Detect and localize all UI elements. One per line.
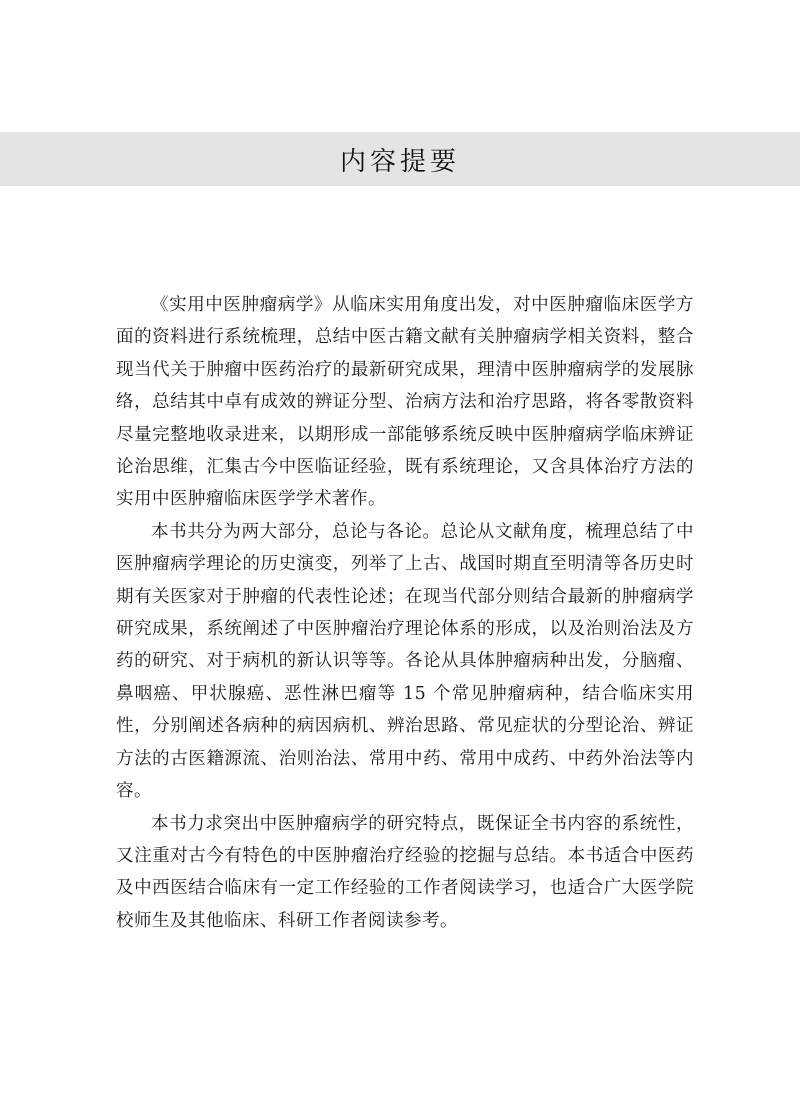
paragraph-intro: 《实用中医肿瘤病学》从临床实用角度出发，对中医肿瘤临床医学方面的资料进行系统梳理，总结中医古籍文献有关肿瘤病学相关资料，整合现当代关于肿瘤中医药治疗的最新研究成果，理清中医肿瘤病学的发展脉络，总结其中卓有成效的辨证分型、治病方法和治疗思路，将各零散资料尽量完整地收录进来，以期形成一部能够系统反映中医肿瘤病学临床辨证论治思维，汇集古今中医临证经验，既有系统理论，又含具体治疗方法的实用中医肿瘤临床医学学术著作。 [116, 295, 694, 510]
page-title: 内容提要 [339, 146, 460, 177]
paragraph-structure: 本书共分为两大部分，总论与各论。总论从文献角度，梳理总结了中医肿瘤病学理论的历史演变，列举了上古、战国时期直至明清等各历史时期有关医家对于肿瘤的代表性论述；在现当代部分则结合最新的肿瘤病学研究成果，系统阐述了中医肿瘤治疗理论体系的形成，以及治则治法及方药的研究、对于病机的新认识等等。各论从具体肿瘤病种出发，分脑瘤、鼻咽癌、甲状腺癌、恶性淋巴瘤等 15 个常见肿瘤病种，结合临床实用性，分别阐述各病种的病因病机、辨治思路、常见症状的分型论治、辨证方法的古医籍源流、治则治法、常用中药、常用中成药、中药外治法等内容。 [116, 521, 694, 802]
paragraph-audience: 本书力求突出中医肿瘤病学的研究特点，既保证全书内容的系统性，又注重对古今有特色的中医肿瘤治疗经验的挖掘与总结。本书适合中医药及中西医结合临床有一定工作经验的工作者阅读学习，也适合广大医学院校师生及其他临床、科研工作者阅读参考。 [116, 813, 694, 931]
title-band [0, 132, 800, 186]
summary-body [116, 289, 694, 937]
